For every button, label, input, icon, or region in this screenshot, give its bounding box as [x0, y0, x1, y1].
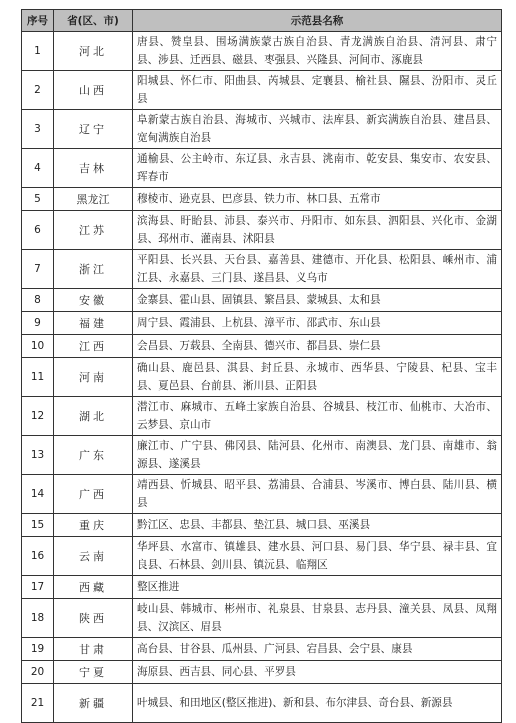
row-province: 安徽 — [54, 289, 133, 312]
row-serial: 4 — [22, 149, 54, 188]
table-row — [22, 436, 502, 475]
row-counties: 确山县、鹿邑县、淇县、封丘县、永城市、西华县、宁陵县、杞县、宝丰县、夏邑县、台前县、淅川县、正阳县 — [133, 358, 502, 397]
row-province: 江西 — [54, 335, 133, 358]
row-province: 甘肃 — [54, 638, 133, 661]
row-province: 河北 — [54, 32, 133, 71]
row-serial: 12 — [22, 397, 54, 436]
row-serial: 3 — [22, 110, 54, 149]
row-serial: 21 — [22, 684, 54, 723]
row-province: 西藏 — [54, 576, 133, 599]
row-counties: 会昌县、万载县、全南县、德兴市、都昌县、崇仁县 — [133, 335, 502, 358]
table-row — [22, 576, 502, 599]
table-row — [22, 358, 502, 397]
row-province: 江苏 — [54, 211, 133, 250]
row-counties: 叶城县、和田地区(整区推进)、新和县、布尔津县、奇台县、新源县 — [133, 684, 502, 723]
table-row — [22, 638, 502, 661]
table-row — [22, 32, 502, 71]
row-province: 陕西 — [54, 599, 133, 638]
row-counties: 通榆县、公主岭市、东辽县、永吉县、洮南市、乾安县、集安市、农安县、珲春市 — [133, 149, 502, 188]
row-counties: 靖西县、忻城县、昭平县、荔浦县、合浦县、岑溪市、博白县、陆川县、横县 — [133, 475, 502, 514]
row-counties: 穆棱市、逊克县、巴彦县、铁力市、林口县、五常市 — [133, 188, 502, 211]
row-serial: 2 — [22, 71, 54, 110]
row-counties: 平阳县、长兴县、天台县、嘉善县、建德市、开化县、松阳县、嵊州市、浦江县、永嘉县、三门县、遂昌县、义乌市 — [133, 250, 502, 289]
row-counties: 海原县、西吉县、同心县、平罗县 — [133, 661, 502, 684]
row-counties: 金寨县、霍山县、固镇县、繁昌县、蒙城县、太和县 — [133, 289, 502, 312]
row-serial: 20 — [22, 661, 54, 684]
row-serial: 17 — [22, 576, 54, 599]
header-serial: 序号 — [22, 10, 54, 32]
table-row — [22, 71, 502, 110]
table-row — [22, 312, 502, 335]
table-row — [22, 110, 502, 149]
row-province: 重庆 — [54, 514, 133, 537]
row-serial: 11 — [22, 358, 54, 397]
table-row — [22, 684, 502, 723]
row-serial: 13 — [22, 436, 54, 475]
row-serial: 18 — [22, 599, 54, 638]
row-province: 福建 — [54, 312, 133, 335]
table-header — [22, 10, 502, 32]
row-counties: 阜新蒙古族自治县、海城市、兴城市、法库县、新宾满族自治县、建昌县、宽甸满族自治县 — [133, 110, 502, 149]
table-row — [22, 397, 502, 436]
row-serial: 16 — [22, 537, 54, 576]
row-serial: 15 — [22, 514, 54, 537]
header-row — [22, 10, 502, 32]
table-row — [22, 475, 502, 514]
header-province: 省(区、市) — [54, 10, 133, 32]
row-serial: 10 — [22, 335, 54, 358]
row-serial: 19 — [22, 638, 54, 661]
row-province: 广东 — [54, 436, 133, 475]
row-serial: 8 — [22, 289, 54, 312]
row-province: 山西 — [54, 71, 133, 110]
row-counties: 高台县、甘谷县、瓜州县、广河县、宕昌县、会宁县、康县 — [133, 638, 502, 661]
row-province: 河南 — [54, 358, 133, 397]
row-province: 云南 — [54, 537, 133, 576]
row-province: 辽宁 — [54, 110, 133, 149]
row-province: 广西 — [54, 475, 133, 514]
row-serial: 14 — [22, 475, 54, 514]
row-counties: 黔江区、忠县、丰都县、垫江县、城口县、巫溪县 — [133, 514, 502, 537]
row-counties: 华坪县、水富市、镇雄县、建水县、河口县、易门县、华宁县、禄丰县、宜良县、石林县、剑川县、镇沅县、临翔区 — [133, 537, 502, 576]
table-row — [22, 335, 502, 358]
table-row — [22, 661, 502, 684]
table-row — [22, 537, 502, 576]
document-page — [21, 9, 501, 723]
row-counties: 岐山县、韩城市、彬州市、礼泉县、甘泉县、志丹县、潼关县、凤县、凤翔县、汉滨区、眉县 — [133, 599, 502, 638]
table-body — [22, 32, 502, 723]
row-serial: 5 — [22, 188, 54, 211]
row-counties: 廉江市、广宁县、佛冈县、陆河县、化州市、南澳县、龙门县、南雄市、翁源县、遂溪县 — [133, 436, 502, 475]
row-serial: 9 — [22, 312, 54, 335]
demo-county-table — [21, 9, 502, 723]
table-row — [22, 599, 502, 638]
row-province: 吉林 — [54, 149, 133, 188]
row-serial: 7 — [22, 250, 54, 289]
table-row — [22, 250, 502, 289]
row-serial: 1 — [22, 32, 54, 71]
row-counties: 阳城县、怀仁市、阳曲县、芮城县、定襄县、榆社县、隰县、汾阳市、灵丘县 — [133, 71, 502, 110]
header-county-names: 示范县名称 — [133, 10, 502, 32]
row-counties: 潜江市、麻城市、五峰土家族自治县、谷城县、枝江市、仙桃市、大冶市、云梦县、京山市 — [133, 397, 502, 436]
row-counties: 整区推进 — [133, 576, 502, 599]
row-province: 湖北 — [54, 397, 133, 436]
row-province: 宁夏 — [54, 661, 133, 684]
table-row — [22, 289, 502, 312]
table-row — [22, 149, 502, 188]
table-row — [22, 188, 502, 211]
row-province: 新疆 — [54, 684, 133, 723]
table-row — [22, 211, 502, 250]
row-province: 浙江 — [54, 250, 133, 289]
table-row — [22, 514, 502, 537]
row-serial: 6 — [22, 211, 54, 250]
row-counties: 唐县、赞皇县、围场满族蒙古族自治县、青龙满族自治县、清河县、肃宁县、涉县、迁西县、磁县、枣强县、兴隆县、河间市、涿鹿县 — [133, 32, 502, 71]
row-counties: 周宁县、霞浦县、上杭县、漳平市、邵武市、东山县 — [133, 312, 502, 335]
row-province: 黑龙江 — [54, 188, 133, 211]
row-counties: 滨海县、盱眙县、沛县、泰兴市、丹阳市、如东县、泗阳县、兴化市、金湖县、邳州市、灌南县、沭阳县 — [133, 211, 502, 250]
